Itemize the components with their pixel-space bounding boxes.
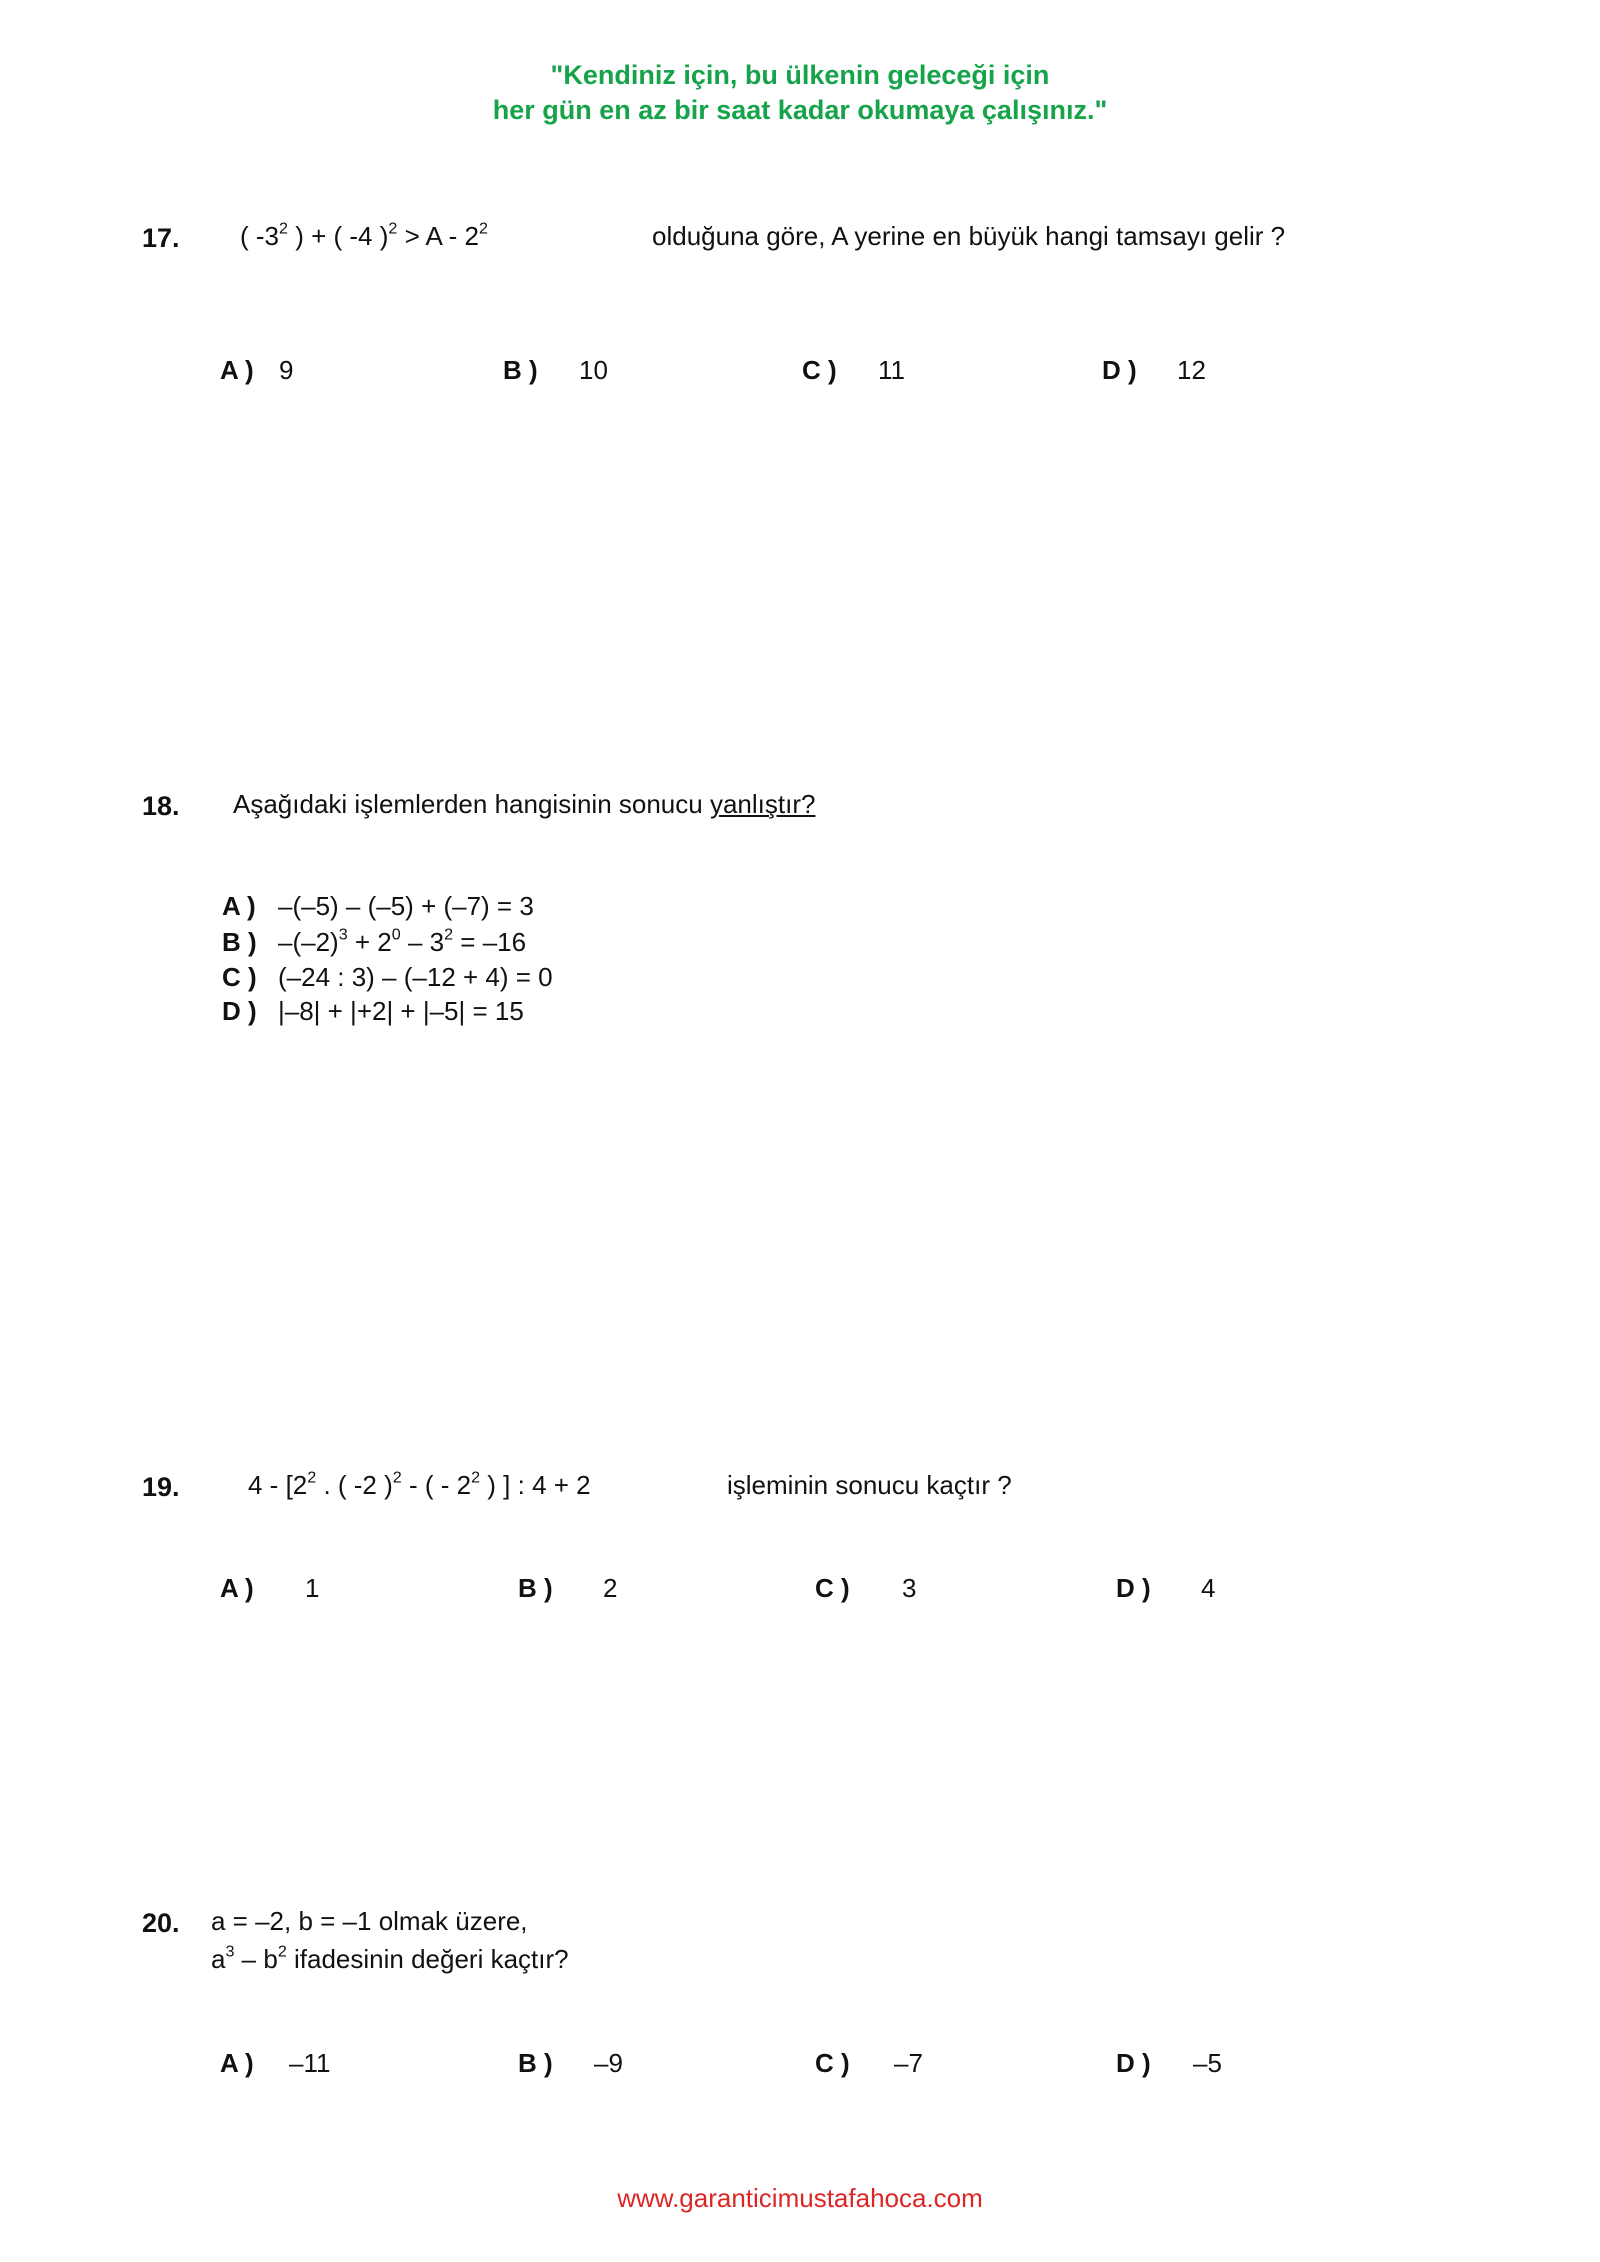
- option-a-label: A ): [220, 355, 254, 385]
- option-d-label: D ): [1116, 2048, 1151, 2078]
- motto-line-2: her gün en az bir saat kadar okumaya çalışınız.": [492, 95, 1108, 125]
- option-d-value: 4: [1201, 1573, 1216, 1603]
- option-b-label: B ): [222, 927, 257, 957]
- question-text: işleminin sonucu kaçtır ?: [727, 1470, 1012, 1500]
- question-expression: ( $-3^2$ ) + ( -4 )$^2 > A - 2^2$: [240, 219, 488, 251]
- option-a-value: 9: [279, 355, 294, 385]
- option-c-label: C ): [815, 2048, 850, 2078]
- option-c-value: (–24 : 3) – (–12 + 4) = 0: [278, 962, 553, 992]
- option-a-value: 1: [305, 1573, 320, 1603]
- question-number: 18.: [142, 791, 180, 821]
- motto-line-1: "Kendiniz için, bu ülkenin geleceği için: [550, 60, 1050, 90]
- question-number: 19.: [142, 1472, 180, 1502]
- option-a-value: –11: [289, 2048, 331, 2078]
- option-b-label: B ): [503, 355, 538, 385]
- option-b-value: 10: [579, 355, 608, 385]
- option-b-value: 2: [603, 1573, 618, 1603]
- option-a-value: –(–5) – (–5) + (–7) = 3: [278, 891, 534, 921]
- option-d-label: D ): [222, 996, 257, 1026]
- option-c-value: 3: [902, 1573, 917, 1603]
- option-d-value: 12: [1177, 355, 1206, 385]
- option-b-value: –9: [594, 2048, 623, 2078]
- question-expression: $4 - [2^2$ . ( -2 )$^2$ - ( - $2^2$ ) ] : 4 + 2: [248, 1468, 591, 1500]
- option-b-label: B ): [518, 1573, 553, 1603]
- option-d-value: –5: [1193, 2048, 1222, 2078]
- option-d-value: |–8| + |+2| + |–5| = 15: [278, 996, 524, 1026]
- option-d-label: D ): [1116, 1573, 1151, 1603]
- option-b-value: $-(-2)^3 + 2^0 - 3^2 = -16$: [278, 925, 527, 957]
- option-c-value: –7: [894, 2048, 923, 2078]
- question-number: 20.: [142, 1908, 180, 1938]
- question-line-2: $a^3 - b^2$ ifadesinin değeri kaçtır?: [211, 1942, 569, 1974]
- question-text: olduğuna göre, A yerine en büyük hangi tamsayı gelir ?: [652, 221, 1286, 251]
- option-a-label: A ): [220, 1573, 254, 1603]
- option-a-label: A ): [222, 891, 256, 921]
- option-b-label: B ): [518, 2048, 553, 2078]
- question-line-1: a = –2, b = –1 olmak üzere,: [211, 1906, 528, 1936]
- option-d-label: D ): [1102, 355, 1137, 385]
- option-c-label: C ): [815, 1573, 850, 1603]
- option-c-label: C ): [222, 962, 257, 992]
- option-c-label: C ): [802, 355, 837, 385]
- option-c-value: 11: [878, 355, 905, 385]
- question-text: Aşağıdaki işlemlerden hangisinin sonucu yanlıştır?: [233, 789, 816, 819]
- question-number: 17.: [142, 223, 180, 253]
- underlined-word: yanlıştır?: [709, 789, 816, 819]
- option-a-label: A ): [220, 2048, 254, 2078]
- footer-website-link[interactable]: www.garanticimustafahoca.com: [617, 2183, 983, 2213]
